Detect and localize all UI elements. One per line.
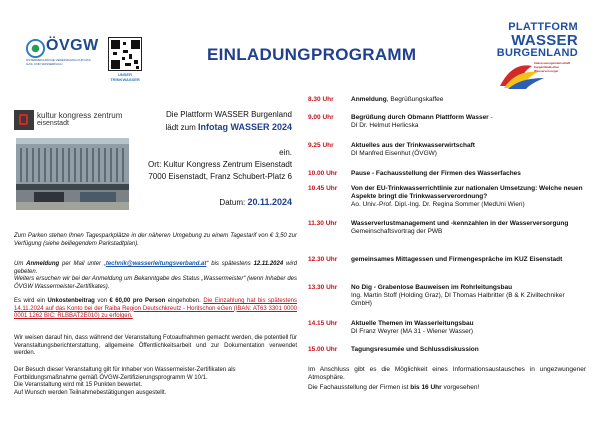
program-time: 12.30 Uhr [308,256,338,263]
program-time: 9.25 Uhr [308,142,334,149]
program-time: 9.00 Uhr [308,114,334,121]
kkz-mark-icon [14,110,34,130]
payment-details: Die Einzahlung hat bis spätestens 14.11.2024 auf das Konto bei der Raiba Region Deutschkreutz - Horitschon eGen (IBAN: AT63 3301 0000 0001 1262 BIC: RLBBAT2E010) zu erfolgen. [14,298,298,319]
program-item: Anmeldung, Begrüßungskaffee [351,96,444,103]
event-date: Datum: 20.11.2024 [219,197,292,207]
invite-ein: ein. [279,148,292,157]
qr-code[interactable] [108,37,142,71]
plattform-wasser-logo [498,20,578,90]
ovgw-subtitle: ÖSTERREICHISCHE VEREINIGUNG FÜR DAS GAS- UND WASSERFACH [26,58,91,66]
photo-notice: Wir weisen darauf hin, dass während der Veranstaltung Fotoaufnahmen gemacht werden, die potentiell für Veranstaltungsberichterstattung, allgemeine Öffentlichkeitsarbeit und zur Dokumentation verwendet werden. [14,335,297,356]
fee-info: Es wird ein Unkostenbeitrag von € 60,00 pro Person eingehoben. Die Einzahlung hat bis spätestens 14.11.2024 auf das Konto bei der Raiba Region Deutschkreutz - Horitschon eGen (IBAN: AT63 3301 0000 0001 1262 BIC: RLBBAT2E010) zu erfolgen. [14,298,298,319]
program-time: 8.30 Uhr [308,96,334,103]
kkz-logo [14,110,132,134]
program-item: Aktuelles aus der Trinkwasserwirtschaft DI Manfred Eisenhut (ÖVGW) [351,142,475,157]
qr-caption: UNSER TRINKWASSER [110,72,140,82]
program-item: Tagungsresumée und Schlussdiskussion [351,346,479,353]
program-time: 10.00 Uhr [308,170,338,177]
registration-info: Um Anmeldung per Mail unter „technik@wasserleitungsverband.at“ bis spätestens 12.11.2024 wird gebeten. Weiters ersuchen wir bei der Anmeldung um Bekanntgabe des Status „Wassermeister“ (wenn Inhaber des ÖVGW Wassermeister-Zertifikates). [14,261,298,290]
event-name: Infotag WASSER 2024 [197,122,292,132]
invite-line: lädt zum Infotag WASSER 2024 [165,122,292,132]
program-item: Begrüßung durch Obmann Plattform Wasser - DI Dr. Helmut Herlicska [351,114,493,129]
venue-address: 7000 Eisenstadt, Franz Schubert-Platz 6 [148,172,292,181]
program-time: 10.45 Uhr [308,185,338,192]
host-line: Die Plattform WASSER Burgenland [166,110,292,119]
venue-place: Ort: Kultur Kongress Zentrum Eisenstadt [148,160,293,169]
pw-line-2: WASSER [511,32,578,49]
pw-line-3: BURGENLAND [496,47,578,59]
pw-line-1: PLATTFORM [508,21,578,33]
program-item: Wasserverlustmanagement und -kennzahlen in der Wasserversorgung Gemeinschaftsvortrag der PWB [351,220,569,235]
building-photo [16,138,129,210]
exhibition-note: Die Fachausstellung der Firmen ist bis 16 Uhr vorgesehen! [308,384,480,391]
program-item: gemeinsames Mittagessen und Firmengespräche im KUZ Eisenstadt [351,256,563,263]
kkz-name: kultur kongress zentrum [37,111,123,120]
program-time: 15.00 Uhr [308,346,338,353]
parking-info: Zum Parken stehen Ihnen Tagesparkplätze in der näheren Umgebung zu einem Tagestarif von € 3,50 zur Verfügung (siehe beiliegendem Parkstadtplan). [14,233,297,247]
program-time: 14.15 Uhr [308,320,338,327]
title-einladung: EINLADUNG [207,45,311,64]
program-item: Pause - Fachausstellung der Firmen des Wasserfaches [351,170,521,177]
kkz-city: eisenstadt [37,120,69,127]
registration-email-link[interactable]: technik@wasserleitungsverband.at [105,261,207,267]
certification-info: Der Besuch dieser Veranstaltung gilt für Inhaber von Wassermeister-Zertifikaten als Fortbildungsmaßnahme gemäß ÖVGW-Zertifizierungsprogramm W 10/1. Die Veranstaltung wird mit 15 Punkten bewertet. Auf Wunsch werden Teilnahmebestätigungen ausgestellt. [14,367,236,396]
ovgw-globe-icon [26,39,45,58]
program-item: No Dig - Grabenlose Bauweisen im Rohrleitungsbau Ing. Martin Stoff (Holding Graz), DI Thomas Halbritter (B & K Ziviltechniker GmbH) [351,284,565,307]
closing-note: Im Anschluss gibt es die Möglichkeit eines Informationsaustausches in ungezwungener Atmosphäre. [308,366,586,381]
program-item: Von der EU-Trinkwasserrichtlinie zur nationalen Umsetzung: Welche neuen Aspekte bringt die Trinkwasserverordnung? Ao. Univ.-Prof. Dipl.-Ing. Dr. Regina Sommer (MedUni Wien) [351,185,583,208]
title-programm: PROGRAMM [311,45,417,64]
ovgw-logo [22,37,100,69]
program-time: 11.30 Uhr [308,220,337,227]
program-time: 13.30 Uhr [308,284,338,291]
pw-subtitle: Interessensgemeinschaft burgenländischer Wasserversorger [534,61,571,73]
program-item: Aktuelle Themen im Wasserleitungsbau DI Franz Weyrer (MA 31 - Wiener Wasser) [351,320,474,335]
ovgw-name: ÖVGW [46,37,99,54]
